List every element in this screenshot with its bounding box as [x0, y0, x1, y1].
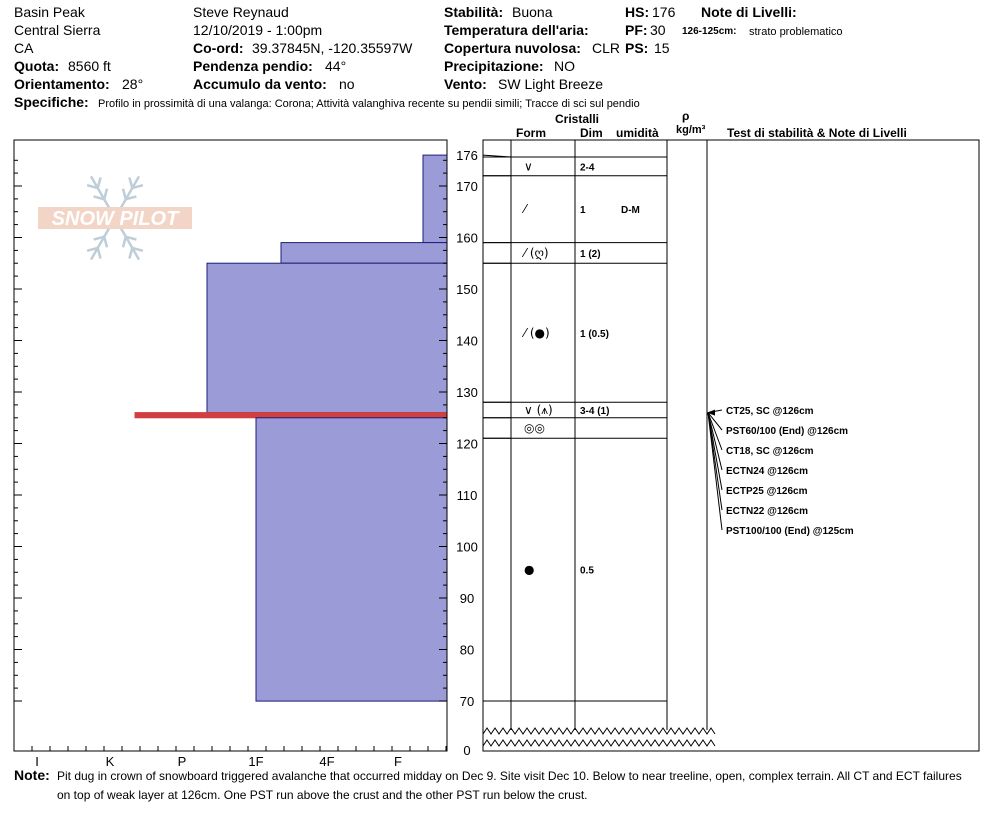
observer: Steve Reynaud — [193, 4, 289, 20]
location: Basin Peak — [14, 4, 85, 20]
depth-tick-label: 150 — [456, 282, 478, 297]
state: CA — [14, 40, 34, 56]
aspect-label: Orientamento: — [14, 76, 110, 92]
stability-label: Stabilità: — [444, 4, 504, 20]
hardness-layer-3 — [135, 413, 447, 418]
layer-form: ⁄ (ღ) — [524, 245, 549, 260]
stability-test: ECTN22 @126cm — [726, 506, 809, 517]
depth-tick-label: 130 — [456, 385, 478, 400]
specifics-value: Profilo in prossimità di una valanga: Corona; Attività valanghiva recente su pendii simili; Tracce di sci sul pendio — [98, 98, 640, 110]
depth-tick-label: 80 — [459, 642, 475, 658]
datetime: 12/10/2019 - 1:00pm — [193, 22, 323, 38]
form-header: Form — [516, 126, 546, 140]
rho-header: ρ — [682, 109, 690, 123]
stability-test: PST100/100 (End) @125cm — [726, 526, 854, 537]
depth-break-wave — [483, 728, 715, 734]
hardness-tick-label: 1F — [248, 754, 264, 769]
hardness-tick-label: I — [35, 754, 39, 769]
slope-value: 44° — [325, 58, 347, 74]
wind-loading-value: no — [339, 76, 355, 92]
depth-tick-label: 140 — [456, 333, 478, 349]
layer-form: ● — [524, 562, 535, 577]
hardness-tick-label: P — [177, 754, 187, 769]
layer-size: 3-4 (1) — [580, 406, 610, 417]
depth-tick-label: 70 — [459, 694, 475, 709]
stability-test: PST60/100 (End) @126cm — [726, 426, 849, 437]
layer-form: ∨ — [524, 159, 533, 174]
stability-test: CT18, SC @126cm — [726, 446, 814, 457]
stability-value: Buona — [512, 4, 553, 20]
footer-line-2: on top of weak layer at 126cm. One PST run above the crust and the other PST run below the crust. — [57, 788, 588, 802]
layer-size: 0.5 — [580, 565, 594, 577]
precip-value: NO — [554, 58, 575, 74]
hs-value: 176 — [652, 4, 676, 20]
stability-test: CT25, SC @126cm — [726, 406, 814, 417]
depth-break-wave-lower — [483, 740, 715, 746]
hs-label: HS: — [625, 4, 650, 20]
layer-size: 1 (2) — [580, 248, 601, 260]
layer-moisture: D-M — [621, 205, 640, 217]
footer-line-1: Pit dug in crown of snowboard triggered avalanche that occurred midday on Dec 9. Site visit Dec 10. Below to near treeline, open, complex terrain. All CT and ECT failures — [57, 769, 962, 783]
layer-size: 2-4 — [580, 162, 595, 174]
logo-text: SNOW PILOT — [51, 208, 179, 230]
layer-note-range: 126-125cm: — [682, 26, 737, 37]
wind-label: Vento: — [444, 76, 487, 92]
range: Central Sierra — [14, 22, 101, 38]
hardness-tick-label: F — [394, 754, 402, 769]
depth-tick-label: 0 — [463, 743, 471, 758]
hardness-layer-4 — [256, 418, 447, 701]
specifics-label: Specifiche: — [14, 94, 89, 110]
crystals-header: Cristalli — [555, 112, 600, 126]
tests-header: Test di stabilità & Note di Livelli — [727, 126, 907, 140]
pf-value: 30 — [650, 22, 666, 38]
coord-label: Co-ord: — [193, 40, 244, 56]
layer-note-text: strato problematico — [749, 26, 843, 38]
stability-test: ECTP25 @126cm — [726, 486, 808, 497]
pf-label: PF: — [625, 22, 648, 38]
layer-size: 1 — [580, 205, 586, 217]
coord-value: 39.37845N, -120.35597W — [252, 40, 413, 56]
precip-label: Precipitazione: — [444, 58, 544, 74]
depth-tick-label: 176 — [456, 148, 478, 164]
depth-tick-label: 120 — [456, 436, 478, 452]
air-temp-label: Temperatura dell'aria: — [444, 22, 589, 38]
sky-value: CLR — [592, 40, 621, 56]
layer-form: ⁄ — [524, 202, 527, 217]
layer-form: ∨ (⩚) — [524, 403, 553, 417]
wind-loading-label: Accumulo da vento: — [193, 76, 327, 92]
depth-tick-label: 110 — [456, 488, 478, 503]
depth-tick-label: 170 — [456, 179, 478, 194]
wind-value: SW Light Breeze — [498, 76, 604, 92]
snowpilot-logo — [38, 176, 192, 259]
stability-test: ECTN24 @126cm — [726, 466, 809, 477]
hardness-tick-label: 4F — [319, 754, 335, 769]
depth-tick-label: 100 — [456, 539, 478, 555]
footer-label: Note: — [14, 767, 50, 783]
density-unit-header: kg/m³ — [676, 124, 706, 136]
hardness-tick-label: K — [105, 754, 115, 769]
sky-label: Copertura nuvolosa: — [444, 40, 581, 56]
layer-notes-title: Note di Livelli: — [701, 4, 797, 20]
slope-label: Pendenza pendio: — [193, 58, 313, 74]
layer-form: ◎◎ — [524, 421, 545, 435]
depth-tick-label: 160 — [456, 230, 478, 246]
ps-value: 15 — [654, 40, 670, 56]
layer-form: ⁄ (●) — [524, 325, 550, 340]
elevation-label: Quota: — [14, 58, 60, 74]
layer-size: 1 (0.5) — [580, 328, 609, 340]
ps-label: PS: — [625, 40, 649, 56]
depth-tick-label: 90 — [459, 591, 475, 606]
aspect-value: 28° — [122, 76, 144, 92]
hardness-layer-2 — [207, 263, 447, 412]
size-header: Dim — [580, 126, 603, 140]
hardness-layer-1 — [281, 243, 447, 264]
moisture-header: umidità — [616, 126, 659, 140]
elevation-value: 8560 ft — [68, 58, 111, 74]
